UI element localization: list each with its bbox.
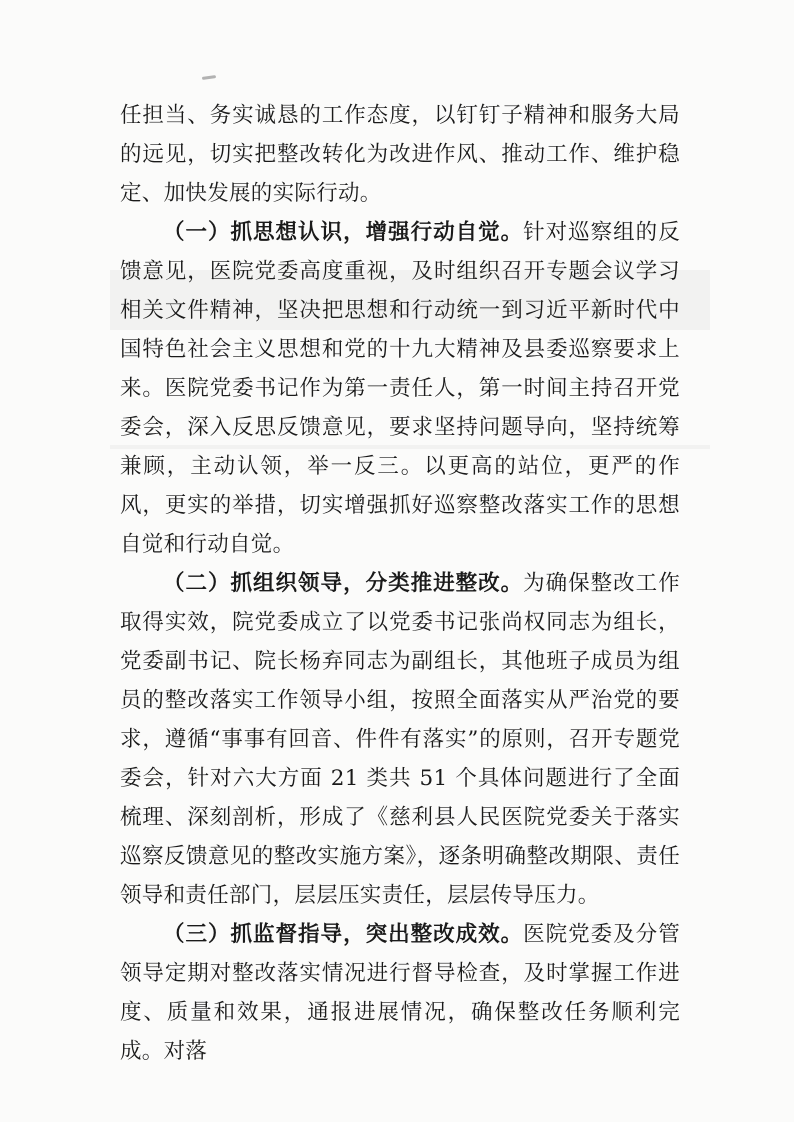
paragraph-text: 为确保整改工作取得实效，院党委成立了以党委书记张尚权同志为组长，党委副书记、院长杨弃同志为副组长，其他班子成员为组员的整改落实工作领导小组，按照全面落实从严治党的要求，遵循“事事有回音、件件有落实”的原则，召开专题党委会，针对六大方面 21 类共 51 个具体问题进行了全面梳理、深刻剖析，形成了《慈利县人民医院党委关于落实巡察反馈意见的整改实施方案》，逐条明确整改期限、责任领导和责任部门，层层压实责任，层层传导压力。: [120, 571, 680, 908]
paragraph-section-1: [120, 213, 680, 564]
paragraph-text: 医院党委及分管领导定期对整改落实情况进行督导检查，及时掌握工作进度、质量和效果，通报进展情况，确保整改任务顺利完成。对落: [120, 922, 680, 1064]
section-heading-1: （一）抓思想认识，增强行动自觉。: [163, 220, 524, 245]
paragraph-text: 针对巡察组的反馈意见，医院党委高度重视，及时组织召开专题会议学习相关文件精神，坚决把思想和行动统一到习近平新时代中国特色社会主义思想和党的十九大精神及县委巡察要求上来。医院党委书记作为第一责任人，第一时间主持召开党委会，深入反思反馈意见，要求坚持问题导向，坚持统筹兼顾，主动认领，举一反三。以更高的站位，更严的作风，更实的举措，切实增强抓好巡察整改落实工作的思想自觉和行动自觉。: [120, 220, 680, 557]
section-heading-2: （二）抓组织领导，分类推进整改。: [163, 571, 524, 596]
document-body: [120, 96, 680, 1071]
paragraph-text: 任担当、务实诚恳的工作态度，以钉钉子精神和服务大局的远见，切实把整改转化为改进作风、推动工作、维护稳定、加快发展的实际行动。: [120, 103, 680, 206]
scan-speck: [202, 75, 216, 80]
section-heading-3: （三）抓监督指导，突出整改成效。: [163, 922, 524, 947]
paragraph-continuation: [120, 96, 680, 213]
paragraph-section-2: [120, 564, 680, 915]
paragraph-section-3: [120, 915, 680, 1071]
